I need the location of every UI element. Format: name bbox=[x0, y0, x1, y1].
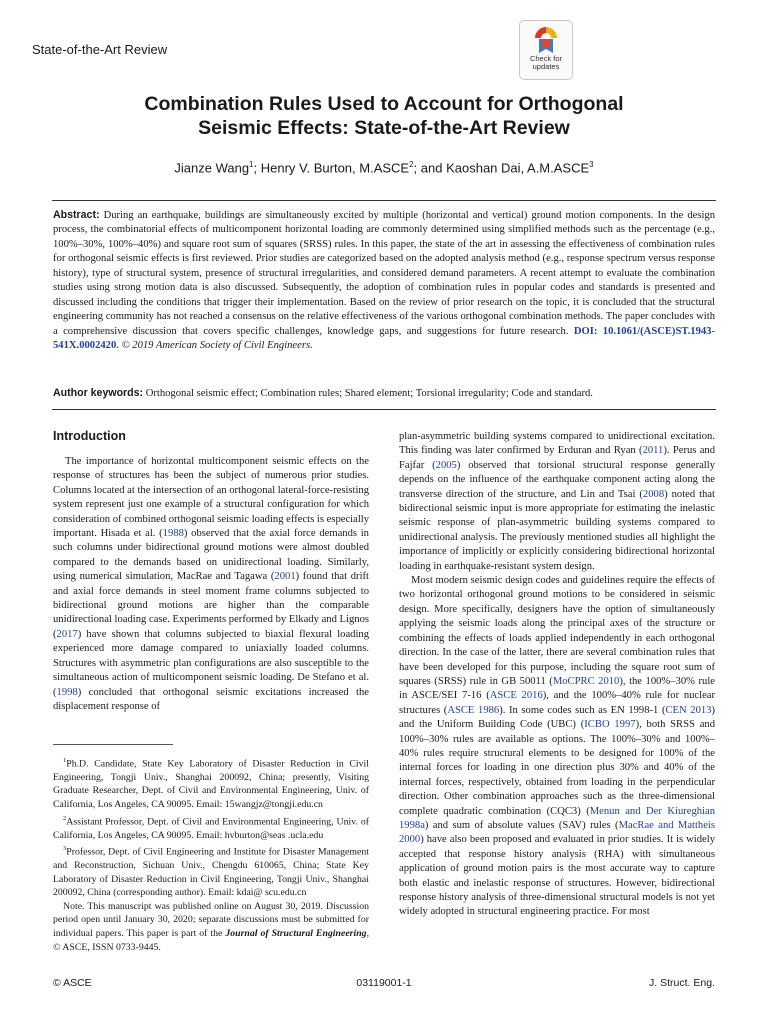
author-sep-2: ; and bbox=[413, 160, 447, 176]
author-2: Henry V. Burton, M.ASCE bbox=[260, 160, 410, 176]
abstract-top-rule bbox=[52, 200, 716, 201]
section-heading-introduction: Introduction bbox=[53, 429, 126, 443]
paper-title bbox=[0, 92, 768, 140]
left-column bbox=[53, 455, 369, 714]
check-for-updates-badge[interactable] bbox=[519, 20, 573, 80]
author-2-affil: 2 bbox=[409, 160, 414, 169]
footnote-1 bbox=[53, 754, 369, 812]
badge-line2: updates bbox=[532, 62, 560, 71]
footnote-2-text: Assistant Professor, Dept. of Civil and Environmental Engineering, Univ. of California, Los Angeles, CA 90095. Email: hvburton@seas .ucla.edu bbox=[53, 815, 369, 841]
body-text: ) and sum of absolute values (SAV) rules ( bbox=[424, 819, 619, 831]
citation-link[interactable]: 2011 bbox=[642, 445, 664, 457]
footnote-2-marker: 2 bbox=[63, 814, 67, 822]
citation-link[interactable]: MacRae and Mattheis 2000 bbox=[399, 819, 715, 846]
citation-link[interactable]: ASCE 1986 bbox=[447, 704, 500, 716]
check-updates-icon bbox=[533, 25, 559, 55]
keywords-bottom-rule bbox=[52, 409, 716, 410]
footer-copyright: © ASCE bbox=[53, 977, 92, 989]
keywords-text: Orthogonal seismic effect; Combination rules; Shared element; Torsional irregularity; Code and standard. bbox=[143, 388, 593, 399]
abstract bbox=[53, 208, 715, 354]
citation-link[interactable]: 1988 bbox=[162, 528, 184, 540]
footnote-rule bbox=[53, 744, 173, 745]
body-text: ) and the Uniform Building Code (UBC) ( bbox=[399, 704, 715, 731]
citation-link[interactable]: 2008 bbox=[642, 488, 665, 500]
citation-link[interactable]: 2017 bbox=[56, 628, 78, 640]
citation-link[interactable]: CEN 2013 bbox=[665, 704, 712, 716]
body-text: ), and the 100%–40% rule for nuclear structures ( bbox=[399, 690, 716, 716]
body-text: ) have shown that columns subjected to biaxial flexural loading experienced more damage compared to uniaxially loaded columns. Structures with asymmetric plan configurations are also susceptible to the simultaneous action of multicomponent seismic loading. De Stefano et al. ( bbox=[53, 628, 369, 698]
doi-link[interactable]: 10.1061/(ASCE)ST.1943-541X.0002420 bbox=[53, 325, 715, 352]
footer-journal: J. Struct. Eng. bbox=[649, 977, 715, 989]
doi-label: DOI: bbox=[573, 325, 603, 337]
author-3: Kaoshan Dai, A.M.ASCE bbox=[446, 160, 590, 176]
author-1-affil: 1 bbox=[249, 160, 254, 169]
title-line-2: Seismic Effects: State-of-the-Art Review bbox=[198, 117, 570, 139]
citation-link[interactable]: 2001 bbox=[274, 571, 296, 583]
journal-name: Journal of Structural Engineering bbox=[225, 927, 367, 939]
body-text: The importance of horizontal multicomponent seismic effects on the response of structures has been the subject of numerous prior studies. Columns located at the intersection of an orthogonal lateral-force-resisting system represent just one example of a structural configuration for which consideration of combined orthogonal seismic loading effects is especially important. Hisada et al. ( bbox=[53, 456, 369, 540]
abstract-label: Abstract: bbox=[53, 209, 100, 221]
footnotes bbox=[53, 754, 369, 954]
footnote-3-text: Professor, Dept. of Civil Engineering and Institute for Disaster Management and Reconstruction, Sichuan Univ., Chengdu 610065, China; State Key Laboratory of Disaster Reduction in Civil Engineering, Tongji Univ., Shanghai 200092, China (corresponding author). Email: kdai@ scu.edu.cn bbox=[53, 846, 369, 899]
right-column bbox=[399, 430, 715, 920]
footnote-1-marker: 1 bbox=[63, 757, 67, 764]
citation-link[interactable]: 2005 bbox=[435, 459, 457, 471]
title-line-1: Combination Rules Used to Account for Orthogonal bbox=[144, 93, 624, 115]
note-text: Note. This manuscript was published online on August 30, 2019. Discussion period open until January 30, 2020; separate discussions must be submitted for individual papers. This paper is part of the bbox=[53, 900, 369, 939]
author-1: Jianze Wang bbox=[174, 160, 250, 176]
body-text: ) observed that the axial force demands in such columns under bidirectional ground motions were almost doubled compared to the demands based on unidirectional loading. Similarly, using numerical simulation, MacRae and Tagawa ( bbox=[53, 528, 369, 583]
body-text: ), the 100%–30% rule in ASCE/SEI 7-16 ( bbox=[399, 675, 715, 702]
abstract-text: During an earthquake, buildings are simultaneously excited by multiple (horizontal and vertical) ground motion components. In the design process, the combinatorial effects of multicomponent horizontal loading are commonly determined using simplified methods such as the percentage (e.g., 100%–30%, 100%–40%) and square root sum of squares (SRSS) rules. In this paper, the state of the art in assessing the effectiveness of combination rules for orthogonal seismic effects is first reviewed. Prior studies are categorized based on the adopted analysis method (e.g., response spectrum versus response history), type of structural system, presence of structural irregularities, and considered demand parameters. A recent attempt to evaluate the combination studies using strong motion data is also discussed. Subsequently, the adoption of combination rules in popular codes and standards is presented and discussed including the conditions that trigger their implementation. Based on the review of prior research on the topic, it is concluded that the structural engineering community has not reached a consensus on the relative effectiveness of the various orthogonal combination methods. The paper concludes with a comprehensive discussion that covers specific challenges, knowledge gaps, and suggestions for future research. bbox=[53, 210, 715, 337]
keywords-label: Author keywords: bbox=[53, 387, 144, 399]
paragraph bbox=[399, 574, 715, 920]
citation-link[interactable]: ICBO 1997 bbox=[584, 719, 636, 731]
body-text: ). Perus and Fajfar ( bbox=[399, 445, 715, 471]
paragraph bbox=[399, 430, 715, 574]
body-text: ) noted that bidirectional seismic input is more appropriate for estimating the inelastic seismic response of plan-asymmetric building systems compared to unidirectional analysis. The previously mentioned studies all highlight the importance of implicitly or explicitly considering bidirectional horizontal loading in earthquake-resistant system design. bbox=[399, 488, 715, 572]
body-text: plan-asymmetric building systems compared to unidirectional excitation. This finding was later confirmed by Erduran and Ryan ( bbox=[399, 431, 715, 457]
footnote-1-text: Ph.D. Candidate, State Key Laboratory of Disaster Reduction in Civil Engineering, Tongji Univ., Shanghai 200092, China; presently, Visiting Graduate Researcher, Dept. of Civil and Environmental Engineering, Univ. of California, Los Angeles, CA 90095. Email: 15wangjz@tongji.edu.cn bbox=[53, 758, 369, 811]
badge-line1: Check for bbox=[529, 54, 563, 63]
copyright-note: . © 2019 American Society of Civil Engineers. bbox=[116, 340, 313, 352]
body-text: ) observed that torsional structural response generally depends on the influence of the earthquake component acting along the transverse direction of the structure, and Lin and Tsai ( bbox=[399, 459, 715, 500]
paragraph bbox=[53, 455, 369, 714]
body-text: ), both SRSS and 100%–30% rules are available as options. The 100%–30% and 100%–40% rules require structural elements to be designed for 100% of the internal forces for loading in one direction plus 30% and 40% of the internal forces, respectively, obtained from loading in the perpendicular direction. Other combination approaches such as the three-dimensional complete quadratic combination (CQC3) ( bbox=[399, 719, 715, 817]
author-sep-1: ; bbox=[253, 160, 261, 176]
citation-link[interactable]: MoCPRC 2010 bbox=[552, 675, 620, 687]
author-keywords bbox=[53, 387, 715, 399]
body-text: ) found that drift and axial force demands in steel moment frame columns subjected to bidirectional ground motions are higher than the comparable unidirectional loading case. Experiments performed by Elkady and Lignos ( bbox=[53, 571, 369, 640]
footnote-3-marker: 3 bbox=[63, 845, 67, 853]
body-text: Most modern seismic design codes and guidelines require the effects of two horizontal orthogonal ground motions to be considered in seismic design. More specifically, designers have the option of simultaneously applying the seismic loads along the principal axes of the structure or combining the effects of loads applied independently in each orthogonal direction. In the case of the latter, there are several combination rules that have been developed for this purpose, including the square root sum of squares (SRSS) rule in GB 50011 ( bbox=[399, 575, 715, 687]
author-list bbox=[0, 160, 768, 175]
author-3-affil: 3 bbox=[589, 160, 594, 169]
manuscript-note bbox=[53, 900, 369, 954]
citation-link[interactable]: 1998 bbox=[56, 686, 78, 698]
note-end: , © ASCE, ISSN 0733-9445. bbox=[53, 927, 370, 953]
citation-link[interactable]: Menun and Der Kiureghian 1998a bbox=[399, 805, 716, 831]
section-label: State-of-the-Art Review bbox=[32, 42, 168, 57]
citation-link[interactable]: ASCE 2016 bbox=[489, 690, 543, 702]
footer-article-number: 03119001-1 bbox=[356, 977, 412, 989]
body-text: ). In some codes such as EN 1998-1 ( bbox=[499, 704, 666, 716]
body-text: ) concluded that orthogonal seismic excitations increased the displacement response of bbox=[53, 686, 369, 712]
footnote-3 bbox=[53, 842, 369, 900]
footnote-2 bbox=[53, 812, 369, 842]
body-text: ) have also been proposed and evaluated in prior studies. It is widely accepted that response history analysis (RHA) with simultaneous application of ground motion pairs is the most accurate way to capture both elastic and inelastic response of structures. However, bidirectional response history analysis of three-dimensional structural models is not yet widely adopted in structural engineering practice. For most bbox=[399, 834, 715, 918]
